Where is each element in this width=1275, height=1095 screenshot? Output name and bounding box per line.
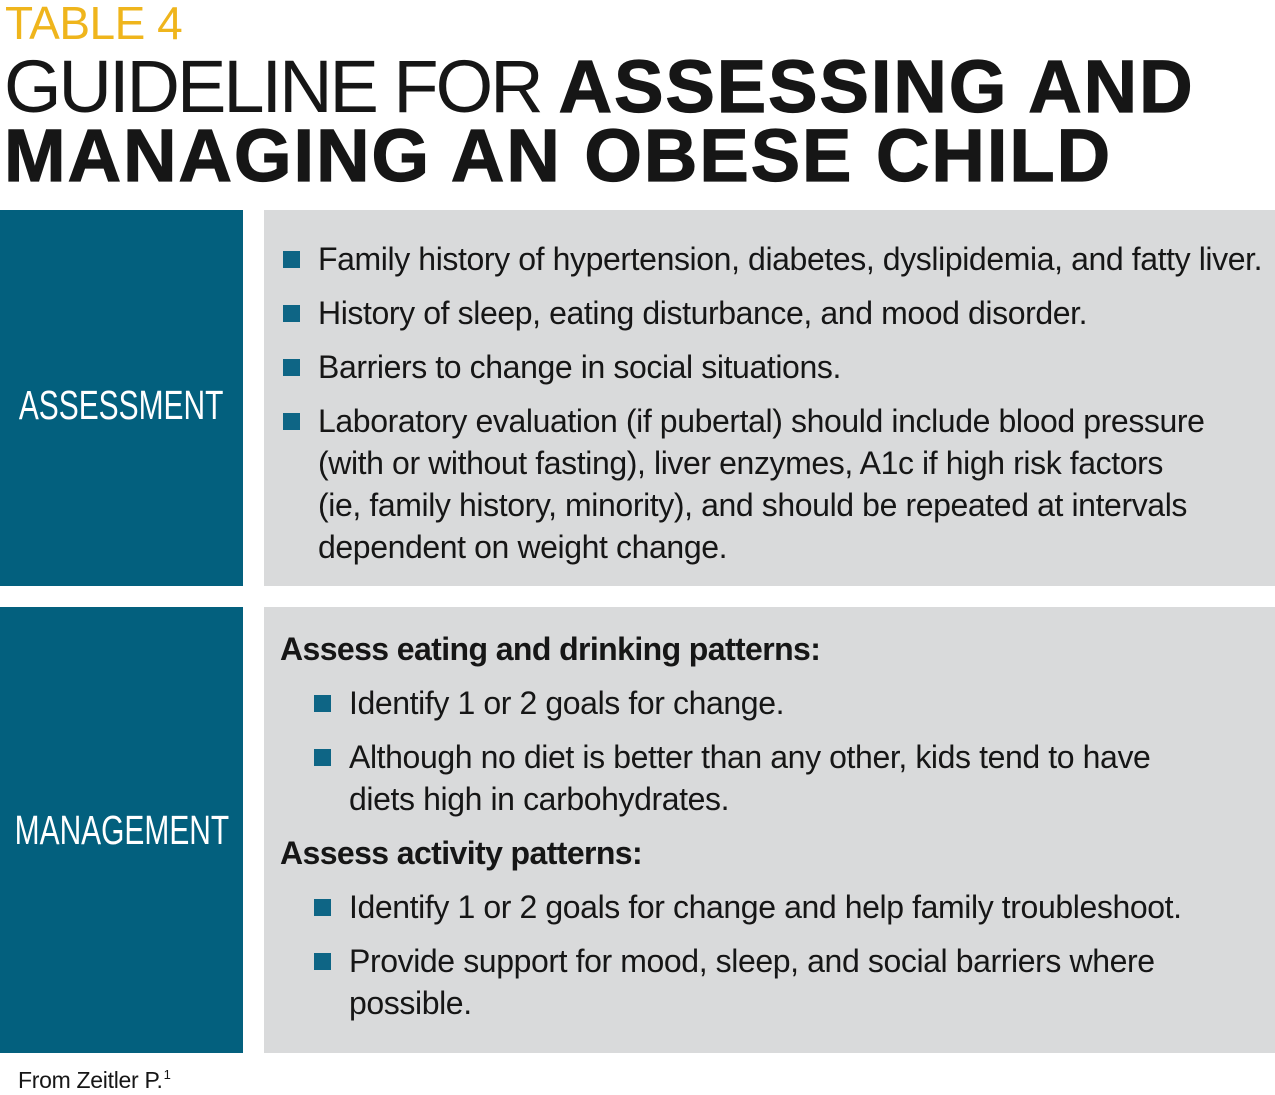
list-item [318, 292, 1275, 334]
assessment-panel [264, 210, 1275, 586]
list-item [318, 238, 1275, 280]
title-line-2 [4, 114, 1195, 197]
square-bullet-icon [314, 899, 331, 916]
management-panel [264, 607, 1275, 1053]
item-text: Although no diet is better than any other, kids tend to have [349, 739, 1151, 775]
title-emphasis-1: ASSESSING AND [558, 45, 1195, 128]
item-text: Identify 1 or 2 goals for change. [349, 685, 785, 721]
management-label-box [0, 607, 243, 1053]
square-bullet-icon [314, 695, 331, 712]
group-heading-eating: Assess eating and drinking patterns: [280, 631, 821, 667]
item-text: dependent on weight change. [318, 529, 728, 565]
group-heading-activity: Assess activity patterns: [280, 835, 643, 871]
item-text: History of sleep, eating disturbance, and mood disorder. [318, 295, 1088, 331]
item-text: Barriers to change in social situations. [318, 349, 841, 385]
square-bullet-icon [283, 305, 300, 322]
table-number: TABLE 4 [5, 0, 183, 49]
title-lead: GUIDELINE FOR [4, 45, 541, 128]
list-item [349, 682, 1275, 724]
management-label: MANAGEMENT [14, 806, 229, 853]
square-bullet-icon [283, 413, 300, 430]
item-text: diets high in carbohydrates. [349, 781, 730, 817]
item-text: Laboratory evaluation (if pubertal) should include blood pressure [318, 403, 1205, 439]
item-text: Identify 1 or 2 goals for change and help family troubleshoot. [349, 889, 1182, 925]
citation-reference-number: 1 [163, 1067, 171, 1082]
page-title [4, 45, 1195, 197]
assessment-label-box [0, 210, 243, 586]
square-bullet-icon [283, 359, 300, 376]
square-bullet-icon [314, 953, 331, 970]
assessment-label: ASSESSMENT [19, 381, 224, 428]
title-line-1 [4, 45, 1195, 128]
item-text: Family history of hypertension, diabetes, dyslipidemia, and fatty liver. [318, 241, 1263, 277]
item-text: possible. [349, 985, 472, 1021]
square-bullet-icon [283, 251, 300, 268]
item-text: Provide support for mood, sleep, and social barriers where [349, 943, 1155, 979]
square-bullet-icon [314, 749, 331, 766]
citation-text: From Zeitler P. [18, 1067, 163, 1093]
source-citation [18, 1069, 171, 1095]
list-item [349, 886, 1275, 928]
list-item [318, 400, 1275, 568]
item-text: (with or without fasting), liver enzymes, A1c if high risk factors [318, 445, 1164, 481]
list-item [349, 736, 1275, 820]
list-item [349, 940, 1275, 1024]
title-emphasis-2: MANAGING AN OBESE CHILD [4, 114, 1113, 197]
list-item [318, 346, 1275, 388]
item-text: (ie, family history, minority), and should be repeated at intervals [318, 487, 1188, 523]
